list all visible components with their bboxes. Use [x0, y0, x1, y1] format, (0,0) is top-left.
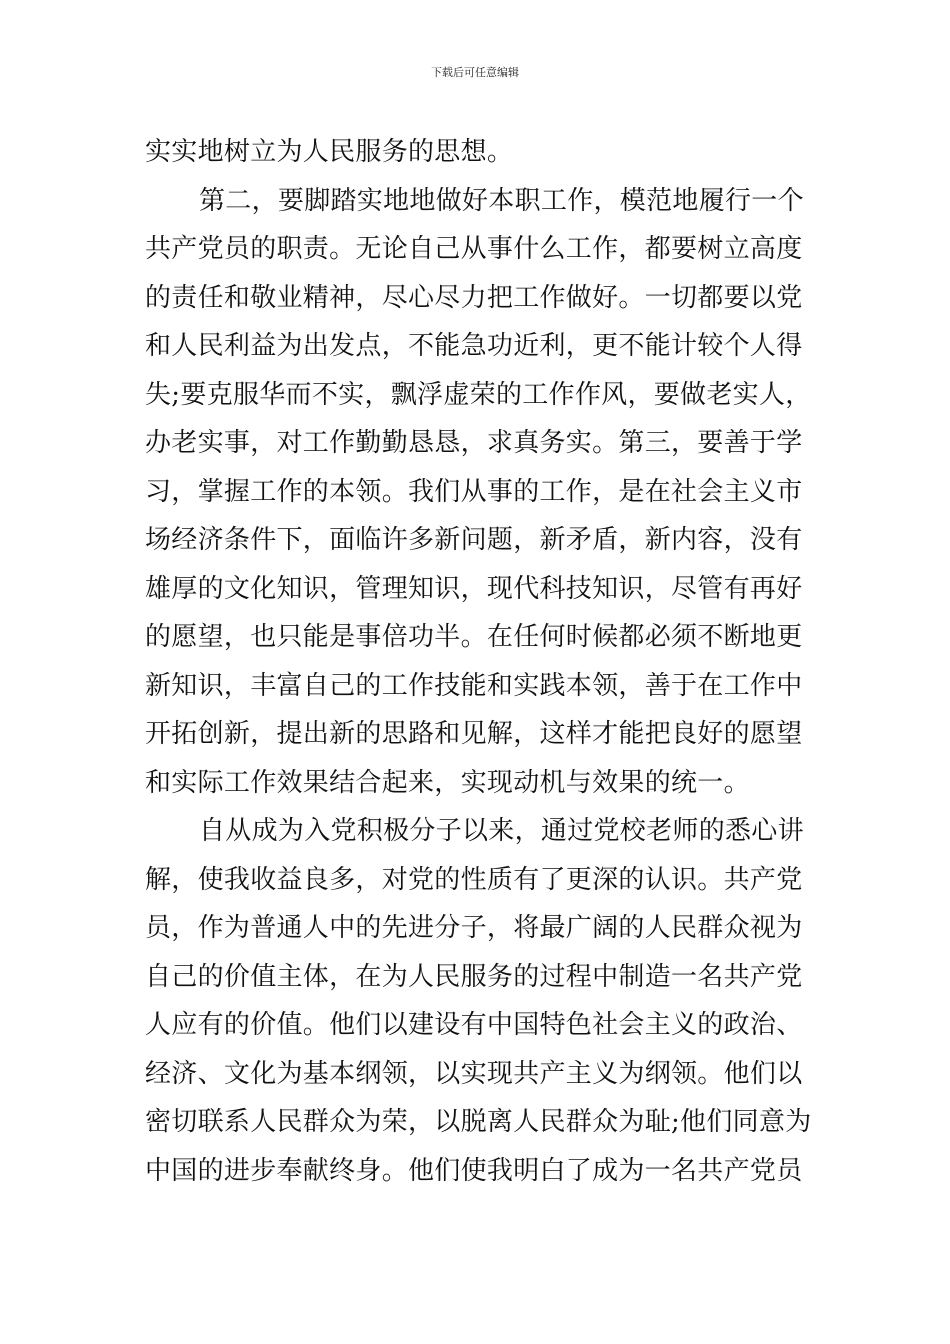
- text-line: 经济、文化为基本纲领，以实现共产主义为纲领。他们以: [145, 1058, 803, 1089]
- text-line: 人应有的价值。他们以建设有中国特色社会主义的政治、: [145, 1010, 803, 1040]
- text-line: 场经济条件下，面临许多新问题，新矛盾，新内容，没有: [145, 525, 803, 555]
- text-line: 习，掌握工作的本领。我们从事的工作，是在社会主义市: [145, 476, 803, 507]
- paragraph-first-line: 第二，要脚踏实地地做好本职工作，模范地履行一个: [199, 185, 804, 216]
- text-line: 自己的价值主体，在为人民服务的过程中制造一名共产党: [145, 961, 803, 992]
- text-line: 共产党员的职责。无论自己从事什么工作，都要树立高度: [145, 234, 803, 264]
- text-line: 新知识，丰富自己的工作技能和实践本领，善于在工作中: [145, 670, 803, 701]
- text-line: 实实地树立为人民服务的思想。: [145, 137, 514, 167]
- text-line: 的责任和敬业精神，尽心尽力把工作做好。一切都要以党: [145, 282, 803, 313]
- text-line: 中国的进步奉献终身。他们使我明白了成为一名共产党员: [145, 1155, 803, 1186]
- text-line: 失;要克服华而不实，飘浮虚荣的工作作风，要做老实人，: [145, 379, 812, 410]
- text-line: 员，作为普通人中的先进分子，将最广阔的人民群众视为: [145, 913, 803, 943]
- text-line: 密切联系人民群众为荣，以脱离人民群众为耻;他们同意为: [145, 1107, 812, 1137]
- text-line: 和实际工作效果结合起来，实现动机与效果的统一。: [145, 767, 750, 798]
- text-line: 解，使我收益良多，对党的性质有了更深的认识。共产党: [145, 864, 803, 895]
- paragraph-first-line: 自从成为入党积极分子以来，通过党校老师的悉心讲: [199, 816, 804, 846]
- text-line: 的愿望，也只能是事倍功半。在任何时候都必须不断地更: [145, 622, 803, 652]
- text-line: 和人民利益为出发点，不能急功近利，更不能计较个人得: [145, 331, 803, 361]
- text-line: 开拓创新，提出新的思路和见解，这样才能把良好的愿望: [145, 719, 803, 749]
- document-body: [145, 128, 810, 1195]
- page-header: 下载后可任意编辑: [431, 66, 519, 79]
- text-line: 办老实事，对工作勤勤恳恳，求真务实。第三，要善于学: [145, 428, 803, 458]
- text-line: 雄厚的文化知识，管理知识，现代科技知识，尽管有再好: [145, 573, 803, 604]
